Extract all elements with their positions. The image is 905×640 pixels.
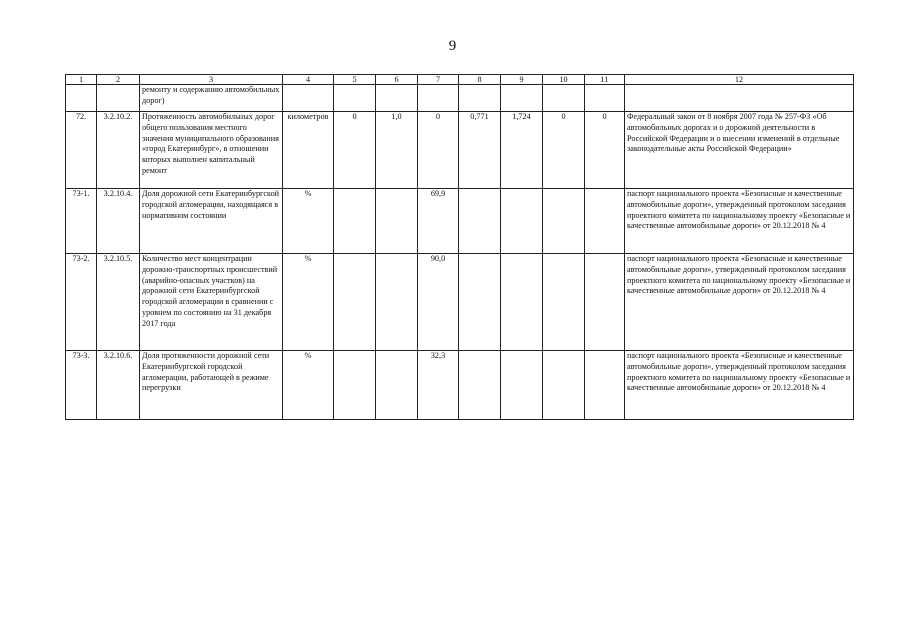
column-header: 2 — [97, 75, 140, 85]
indicator-cell: Количество мест концентрации дорожно-транспортных происшествий (аварийно-опасных участков) на дорожной сети Екатеринбургской городской агломерации в сравнении с уровнем по состоянию на 31 декабря 2017 года — [140, 254, 283, 351]
value-cell — [334, 85, 376, 112]
indicator-cell: Доля дорожной сети Екатеринбургской городской агломерации, находящаяся в нормативном состоянии — [140, 189, 283, 254]
column-header: 6 — [376, 75, 418, 85]
value-cell: 32,3 — [418, 351, 459, 420]
value-cell — [459, 254, 501, 351]
value-cell — [543, 351, 585, 420]
column-header: 4 — [283, 75, 334, 85]
column-header: 1 — [66, 75, 97, 85]
value-cell: 0 — [543, 112, 585, 189]
column-header: 10 — [543, 75, 585, 85]
row-number-cell: 73-1. — [66, 189, 97, 254]
unit-cell — [283, 85, 334, 112]
row-number-cell — [66, 85, 97, 112]
table-row — [66, 85, 854, 112]
code-cell — [97, 85, 140, 112]
row-number-cell: 72. — [66, 112, 97, 189]
value-cell — [334, 254, 376, 351]
table-header-row — [66, 75, 854, 85]
indicator-cell: Доля протяженности дорожной сети Екатеринбургской городской агломерации, работающей в режиме перегрузки — [140, 351, 283, 420]
source-cell: паспорт национального проекта «Безопасные и качественные автомобильные дороги», утвержденный протоколом заседания проектного комитета по национальному проекту «Безопасные и качественные автомобильные дороги» от 20.12.2018 № 4 — [625, 189, 854, 254]
value-cell — [376, 85, 418, 112]
column-header: 12 — [625, 75, 854, 85]
value-cell — [376, 254, 418, 351]
indicators-table — [65, 74, 854, 420]
source-cell: Федеральный закон от 8 ноября 2007 года № 257-ФЗ «Об автомобильных дорогах и о дорожной деятельности в Российской Федерации и о внесении изменений в отдельные законодательные акты Российской Федерации» — [625, 112, 854, 189]
page-number: 9 — [448, 38, 457, 54]
value-cell — [543, 189, 585, 254]
value-cell: 90,0 — [418, 254, 459, 351]
value-cell — [585, 254, 625, 351]
column-header: 8 — [459, 75, 501, 85]
unit-cell: километров — [283, 112, 334, 189]
value-cell: 0 — [334, 112, 376, 189]
indicator-cell: ремонту и содержанию автомобильных дорог) — [140, 85, 283, 112]
value-cell — [585, 189, 625, 254]
value-cell — [585, 351, 625, 420]
value-cell — [459, 85, 501, 112]
value-cell — [585, 85, 625, 112]
code-cell: 3.2.10.2. — [97, 112, 140, 189]
value-cell: 0,771 — [459, 112, 501, 189]
table-row — [66, 254, 854, 351]
value-cell — [334, 351, 376, 420]
code-cell: 3.2.10.6. — [97, 351, 140, 420]
unit-cell: % — [283, 351, 334, 420]
value-cell: 69,9 — [418, 189, 459, 254]
column-header: 11 — [585, 75, 625, 85]
value-cell — [459, 351, 501, 420]
code-cell: 3.2.10.5. — [97, 254, 140, 351]
column-header: 3 — [140, 75, 283, 85]
column-header: 5 — [334, 75, 376, 85]
value-cell — [501, 85, 543, 112]
value-cell: 0 — [585, 112, 625, 189]
unit-cell: % — [283, 189, 334, 254]
source-cell: паспорт национального проекта «Безопасные и качественные автомобильные дороги», утвержденный протоколом заседания проектного комитета по национальному проекту «Безопасные и качественные автомобильные дороги» от 20.12.2018 № 4 — [625, 254, 854, 351]
value-cell — [501, 351, 543, 420]
row-number-cell: 73-2. — [66, 254, 97, 351]
source-cell — [625, 85, 854, 112]
source-cell: паспорт национального проекта «Безопасные и качественные автомобильные дороги», утвержденный протоколом заседания проектного комитета по национальному проекту «Безопасные и качественные автомобильные дороги» от 20.12.2018 № 4 — [625, 351, 854, 420]
indicator-cell: Протяженность автомобильных дорог общего пользования местного значения муниципального образования «город Екатеринбург», в отношении которых выполнен капитальный ремонт — [140, 112, 283, 189]
value-cell: 1,0 — [376, 112, 418, 189]
column-header: 7 — [418, 75, 459, 85]
value-cell: 0 — [418, 112, 459, 189]
table-row — [66, 189, 854, 254]
value-cell — [418, 85, 459, 112]
value-cell — [543, 254, 585, 351]
value-cell — [501, 189, 543, 254]
value-cell — [501, 254, 543, 351]
column-header: 9 — [501, 75, 543, 85]
value-cell: 1,724 — [501, 112, 543, 189]
value-cell — [376, 189, 418, 254]
value-cell — [459, 189, 501, 254]
unit-cell: % — [283, 254, 334, 351]
code-cell: 3.2.10.4. — [97, 189, 140, 254]
value-cell — [543, 85, 585, 112]
table-row — [66, 112, 854, 189]
value-cell — [334, 189, 376, 254]
table-row — [66, 351, 854, 420]
value-cell — [376, 351, 418, 420]
row-number-cell: 73-3. — [66, 351, 97, 420]
